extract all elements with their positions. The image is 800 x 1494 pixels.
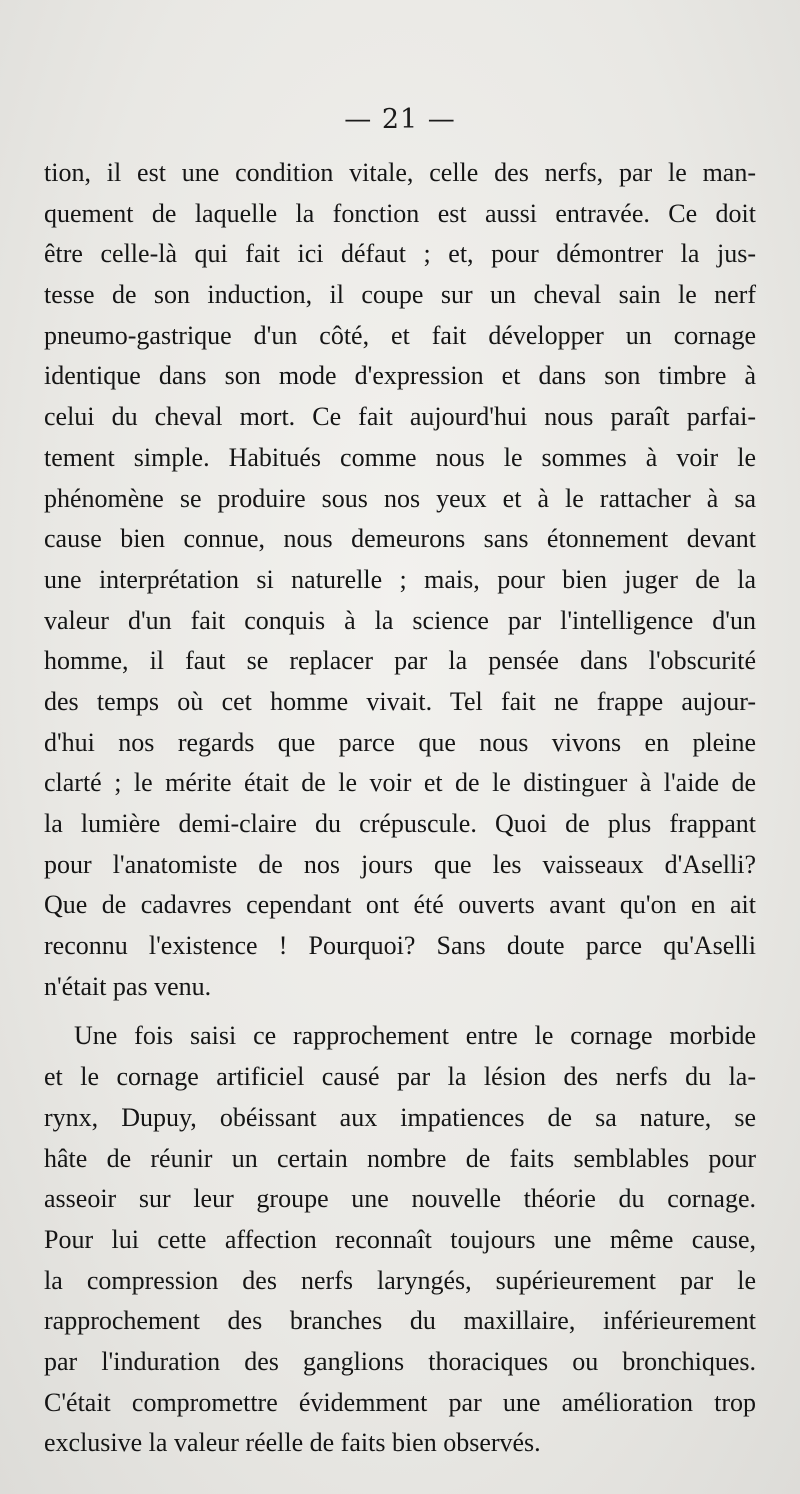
text-line: d'hui nos regards que parce que nous vivons en pleine — [44, 727, 756, 757]
text-line: exclusive la valeur réelle de faits bien observés. — [44, 1428, 541, 1458]
text-line: être celle-là qui fait ici défaut ; et, pour démontrer la jus- — [44, 239, 756, 269]
text-line: Que de cadavres cependant ont été ouverts avant qu'on en ait — [44, 890, 756, 920]
text-line: cause bien connue, nous demeurons sans étonnement devant — [44, 524, 756, 554]
text-line: pour l'anatomiste de nos jours que les vaisseaux d'Aselli? — [44, 849, 756, 879]
text-line: Pour lui cette affection reconnaît toujours une même cause, — [44, 1224, 756, 1254]
text-line: quement de laquelle la fonction est aussi entravée. Ce doit — [44, 198, 756, 228]
text-line: asseoir sur leur groupe une nouvelle théorie du cornage. — [44, 1184, 756, 1214]
page-number: — 21 — — [344, 104, 456, 135]
text-line: phénomène se produire sous nos yeux et à le rattacher à sa — [44, 483, 756, 513]
text-line: tement simple. Habitués comme nous le sommes à voir le — [44, 442, 756, 472]
text-line: identique dans son mode d'expression et dans son timbre à — [44, 361, 756, 391]
text-line: pneumo-gastrique d'un côté, et fait développer un cornage — [44, 320, 756, 350]
text-line: la lumière demi-claire du crépuscule. Quoi de plus frappant — [44, 809, 756, 838]
text-line: C'était compromettre évidemment par une amélioration trop — [44, 1387, 756, 1417]
text-line: rapprochement des branches du maxillaire, inférieurement — [44, 1306, 756, 1336]
text-line: reconnu l'existence ! Pourquoi? Sans doute parce qu'Aselli — [44, 931, 756, 961]
text-line: rynx, Dupuy, obéissant aux impatiences de sa nature, se — [44, 1102, 756, 1132]
text-line: n'était pas venu. — [44, 971, 212, 1001]
text-line: homme, il faut se replacer par la pensée dans l'obscurité — [44, 646, 756, 676]
text-line: tesse de son induction, il coupe sur un cheval sain le nerf — [44, 280, 756, 310]
text-line: clarté ; le mérite était de le voir et de le distinguer à l'aide de — [44, 768, 756, 798]
text-line: une interprétation si naturelle ; mais, pour bien juger de la — [44, 564, 756, 594]
text-line: valeur d'un fait conquis à la science par l'intelligence d'un — [44, 605, 756, 635]
paragraph-gap — [44, 1007, 756, 1016]
text-line: hâte de réunir un certain nombre de faits semblables pour — [44, 1143, 756, 1173]
paragraph-1 — [44, 153, 756, 1007]
text-line: par l'induration des ganglions thoraciques ou bronchiques. — [44, 1346, 756, 1376]
text-line: la compression des nerfs laryngés, supérieurement par le — [44, 1265, 756, 1295]
text-line: tion, il est une condition vitale, celle des nerfs, par le man- — [44, 158, 756, 187]
body-text — [44, 153, 756, 1464]
text-line: des temps où cet homme vivait. Tel fait ne frappe aujour- — [44, 686, 756, 716]
text-line: celui du cheval mort. Ce fait aujourd'hui nous paraît parfai- — [44, 402, 756, 432]
text-line: Une fois saisi ce rapprochement entre le cornage morbide — [74, 1021, 756, 1051]
paragraph-2 — [44, 1016, 756, 1464]
text-line: et le cornage artificiel causé par la lésion des nerfs du la- — [44, 1062, 756, 1092]
